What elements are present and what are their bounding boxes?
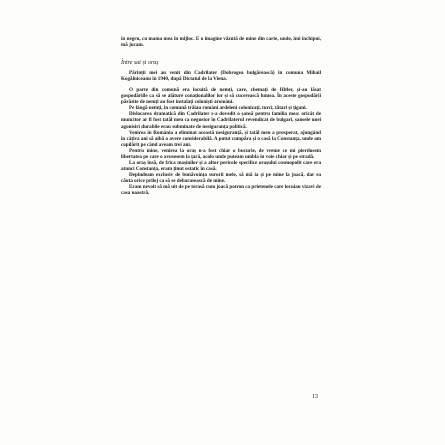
paragraph-4: Dislocarea dramatică din Cadrilater s-a dovedit o șansă pentru familia mea: oricât de muncitor ar fi fost tatăl meu ca negustor în Cadrilaterul revendicat de bulgari, șansele unei agonisiri durabile erau subminate de nesiguranța politică. (121, 111, 321, 130)
section-title: Între sat și oraș (121, 60, 159, 67)
intro-paragraph: în negru, cu mama mea în mijloc. E o imagine văzută de mine din carte, unde, îmi închipui, mă jucam. (121, 36, 321, 49)
paragraph-6: Pentru mine, venirea la oraș n-a fost chiar o bucurie, de vreme ce mi pierdusem libertatea pe care o avusesem la țară, acolo unde puteam umbla în voie chiar și pe stradă. (121, 147, 321, 160)
paragraph-8: Depindeam exclusiv de bunăvoința surorii mele, să mă ia și pe mine la joacă, dar ea căuta orice prilej ca să se debarasească de mine. (121, 171, 321, 184)
text-column (121, 36, 321, 196)
page-number: 13 (312, 394, 318, 400)
paragraph-5: Venirea în România a eliminat această nesiguranță, și tatăl meu a prosperat, ajungând în câțiva ani să aibă o avere considerabilă. A putut cumpăra și o casă la Constanța, unde am copilărit pe când aveam trei ani. (121, 129, 321, 148)
paragraph-9: Eram nevoit să mă uit de pe terasă cum joacă potron ca prietenele care locuiau vizavi de casa noastră. (121, 183, 321, 197)
paragraph-2: O parte din comună era locuită de nemți, care, chemați de Hitler, și-au lăsat gospodăriile ca să se alăture conaționalilor lor și să cucerească lumea. În aceste gospodării părăsite de nemți au fost instalați coloniști aromâni. (121, 87, 321, 106)
paragraph-1: Părinții mei au venit din Cadrilater (Dobrogea bulgărească) în comuna Mihail Kogălniceanu în 1940, după Dictatul de la Viena. (121, 70, 321, 83)
paragraph-3: Pe lângă nemți, în comună trăiau români ardeleni colonizați, turci, tătari și țigani. (129, 105, 307, 112)
paragraph-7: La oraș însă, de frica mașinilor și a altor pericole specifice orașului cosmopolit care era atunci Constanța, eram ținut ostatic în casă. (121, 159, 321, 172)
